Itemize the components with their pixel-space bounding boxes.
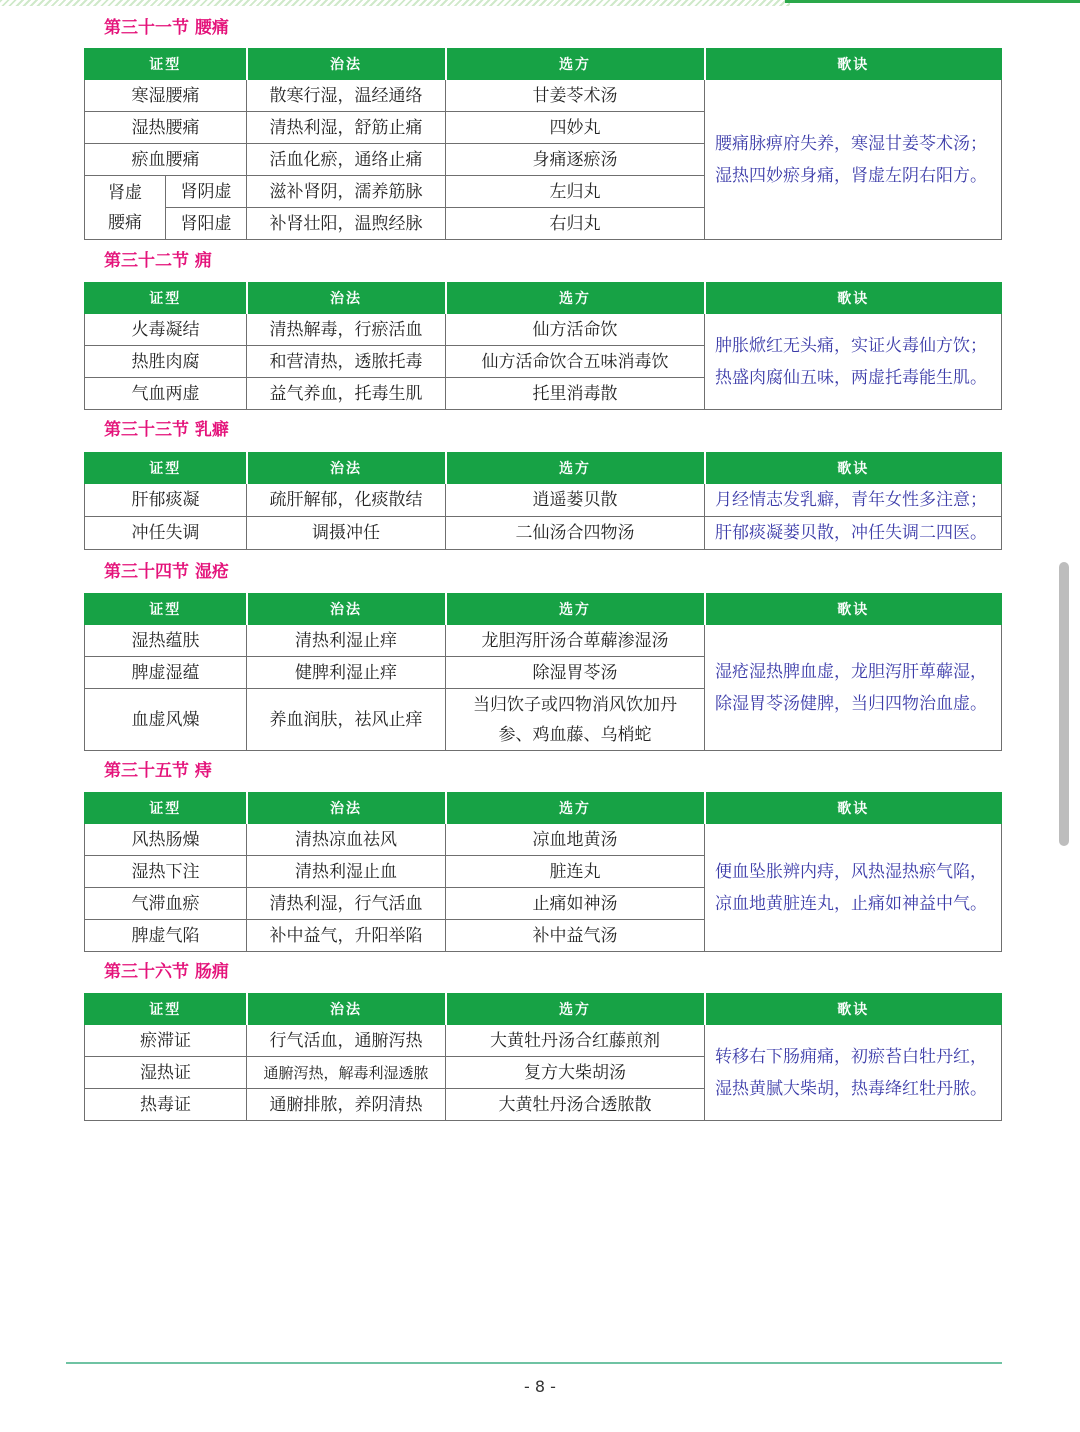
treatment-method: 清热利湿，行气活血 bbox=[247, 888, 446, 920]
treatment-method: 疏肝解郁，化痰散结 bbox=[247, 484, 446, 517]
table-header-row bbox=[85, 453, 1002, 484]
section-title: 第三十一节 腰痛 bbox=[104, 18, 229, 38]
formula-line: 参、鸡血藤、乌梢蛇 bbox=[498, 724, 652, 745]
syndrome-type: 脾虚气陷 bbox=[85, 920, 247, 952]
syndrome-type: 冲任失调 bbox=[85, 517, 247, 550]
treatment-method: 行气活血，通腑泻热 bbox=[247, 1025, 446, 1057]
treatment-method: 清热利湿止血 bbox=[247, 856, 446, 888]
rhyme-line: 腰痛脉痹府失养，寒湿甘姜苓术汤； bbox=[715, 133, 987, 154]
treatment-method: 和营清热，透脓托毒 bbox=[247, 346, 446, 378]
section-table bbox=[84, 48, 1002, 240]
table-row bbox=[85, 314, 1002, 346]
treatment-method: 补肾壮阳，温煦经脉 bbox=[247, 208, 446, 240]
formula: 二仙汤合四物汤 bbox=[446, 517, 705, 550]
treatment-method: 通腑泻热，解毒利湿透脓 bbox=[247, 1057, 446, 1089]
rhyme-line: 肿胀焮红无头痛，实证火毒仙方饮； bbox=[715, 335, 987, 356]
formula: 补中益气汤 bbox=[446, 920, 705, 952]
header-rhyme: 歌诀 bbox=[705, 49, 1002, 80]
section-title: 第三十四节 湿疮 bbox=[104, 562, 229, 582]
table-row bbox=[85, 625, 1002, 657]
scrollbar-thumb[interactable] bbox=[1059, 562, 1069, 846]
treatment-method: 清热解毒，行瘀活血 bbox=[247, 314, 446, 346]
header-rhyme: 歌诀 bbox=[705, 994, 1002, 1025]
formula: 甘姜苓术汤 bbox=[446, 80, 705, 112]
header-type: 证型 bbox=[85, 994, 247, 1025]
top-green-bar bbox=[785, 0, 1080, 3]
formula: 复方大柴胡汤 bbox=[446, 1057, 705, 1089]
rhyme-line: 湿疮湿热脾血虚，龙胆泻肝萆薢湿， bbox=[715, 661, 987, 682]
header-formula: 选方 bbox=[446, 283, 705, 314]
formula: 大黄牡丹汤合红藤煎剂 bbox=[446, 1025, 705, 1057]
formula: 右归丸 bbox=[446, 208, 705, 240]
rhyme-line-cell: 月经情志发乳癖，青年女性多注意； bbox=[705, 484, 1002, 517]
header-method: 治法 bbox=[247, 594, 446, 625]
syndrome-type: 湿热证 bbox=[85, 1057, 247, 1089]
top-decorative-stripe bbox=[0, 0, 790, 6]
header-formula: 选方 bbox=[446, 594, 705, 625]
treatment-method: 调摄冲任 bbox=[247, 517, 446, 550]
header-rhyme: 歌诀 bbox=[705, 594, 1002, 625]
formula: 除湿胃苓汤 bbox=[446, 657, 705, 689]
table-header-row bbox=[85, 49, 1002, 80]
treatment-method: 通腑排脓，养阴清热 bbox=[247, 1089, 446, 1121]
rhyme-cell bbox=[705, 314, 1002, 410]
section-table bbox=[84, 452, 1002, 550]
formula: 仙方活命饮 bbox=[446, 314, 705, 346]
treatment-method: 补中益气，升阳举陷 bbox=[247, 920, 446, 952]
rhyme-line: 便血坠胀辨内痔，风热湿热瘀气陷， bbox=[715, 861, 987, 882]
syndrome-type: 热胜肉腐 bbox=[85, 346, 247, 378]
syndrome-type: 火毒凝结 bbox=[85, 314, 247, 346]
rhyme-cell bbox=[705, 1025, 1002, 1121]
kidney-group-cell bbox=[85, 176, 166, 240]
group-line: 腰痛 bbox=[108, 212, 142, 233]
formula: 龙胆泻肝汤合萆薢渗湿汤 bbox=[446, 625, 705, 657]
rhyme-line-cell: 肝郁痰凝蒌贝散，冲任失调二四医。 bbox=[705, 517, 1002, 550]
header-formula: 选方 bbox=[446, 994, 705, 1025]
section-title: 第三十二节 痈 bbox=[104, 251, 212, 271]
rhyme-line: 热盛肉腐仙五味，两虚托毒能生肌。 bbox=[715, 367, 987, 388]
syndrome-type: 寒湿腰痛 bbox=[85, 80, 247, 112]
header-method: 治法 bbox=[247, 49, 446, 80]
formula: 脏连丸 bbox=[446, 856, 705, 888]
formula: 身痛逐瘀汤 bbox=[446, 144, 705, 176]
page-number: - 8 - bbox=[524, 1377, 556, 1396]
footer-divider bbox=[66, 1362, 1002, 1364]
syndrome-type: 脾虚湿蕴 bbox=[85, 657, 247, 689]
header-formula: 选方 bbox=[446, 453, 705, 484]
section-table bbox=[84, 993, 1002, 1121]
header-rhyme: 歌诀 bbox=[705, 283, 1002, 314]
syndrome-type: 瘀血腰痛 bbox=[85, 144, 247, 176]
table-row bbox=[85, 80, 1002, 112]
header-type: 证型 bbox=[85, 793, 247, 824]
syndrome-type: 湿热蕴肤 bbox=[85, 625, 247, 657]
treatment-method: 益气养血，托毒生肌 bbox=[247, 378, 446, 410]
header-method: 治法 bbox=[247, 283, 446, 314]
syndrome-type: 肝郁痰凝 bbox=[85, 484, 247, 517]
formula bbox=[446, 689, 705, 751]
section-title: 第三十六节 肠痈 bbox=[104, 962, 229, 982]
syndrome-type: 气血两虚 bbox=[85, 378, 247, 410]
rhyme-cell bbox=[705, 824, 1002, 952]
formula: 止痛如神汤 bbox=[446, 888, 705, 920]
formula-line: 当归饮子或四物消风饮加丹 bbox=[473, 694, 677, 715]
table-header-row bbox=[85, 793, 1002, 824]
rhyme-line: 湿热四妙瘀身痛，肾虚左阴右阳方。 bbox=[715, 165, 987, 186]
syndrome-type: 血虚风燥 bbox=[85, 689, 247, 751]
treatment-method: 清热凉血祛风 bbox=[247, 824, 446, 856]
rhyme-line: 湿热黄腻大柴胡，热毒绛红牡丹脓。 bbox=[715, 1078, 987, 1099]
table-header-row bbox=[85, 594, 1002, 625]
header-method: 治法 bbox=[247, 453, 446, 484]
syndrome-type: 风热肠燥 bbox=[85, 824, 247, 856]
treatment-method: 健脾利湿止痒 bbox=[247, 657, 446, 689]
syndrome-type: 湿热腰痛 bbox=[85, 112, 247, 144]
treatment-method: 散寒行湿，温经通络 bbox=[247, 80, 446, 112]
header-type: 证型 bbox=[85, 594, 247, 625]
header-rhyme: 歌诀 bbox=[705, 453, 1002, 484]
table-row bbox=[85, 1025, 1002, 1057]
treatment-method: 滋补肾阴，濡养筋脉 bbox=[247, 176, 446, 208]
treatment-method: 活血化瘀，通络止痛 bbox=[247, 144, 446, 176]
formula: 四妙丸 bbox=[446, 112, 705, 144]
formula: 逍遥蒌贝散 bbox=[446, 484, 705, 517]
header-rhyme: 歌诀 bbox=[705, 793, 1002, 824]
rhyme-cell bbox=[705, 80, 1002, 240]
formula: 凉血地黄汤 bbox=[446, 824, 705, 856]
syndrome-type: 气滞血瘀 bbox=[85, 888, 247, 920]
section-table bbox=[84, 593, 1002, 751]
section-table bbox=[84, 792, 1002, 952]
formula: 托里消毒散 bbox=[446, 378, 705, 410]
syndrome-type: 肾阴虚 bbox=[166, 176, 247, 208]
formula: 大黄牡丹汤合透脓散 bbox=[446, 1089, 705, 1121]
header-type: 证型 bbox=[85, 283, 247, 314]
rhyme-line: 除湿胃苓汤健脾，当归四物治血虚。 bbox=[715, 693, 987, 714]
group-line: 肾虚 bbox=[108, 182, 142, 203]
syndrome-type: 肾阳虚 bbox=[166, 208, 247, 240]
section-title: 第三十五节 痔 bbox=[104, 761, 212, 781]
table-row bbox=[85, 824, 1002, 856]
header-method: 治法 bbox=[247, 793, 446, 824]
rhyme-line: 转移右下肠痈痛，初瘀苔白牡丹红， bbox=[715, 1046, 987, 1067]
treatment-method: 清热利湿，舒筋止痛 bbox=[247, 112, 446, 144]
treatment-method: 清热利湿止痒 bbox=[247, 625, 446, 657]
table-header-row bbox=[85, 994, 1002, 1025]
header-type: 证型 bbox=[85, 453, 247, 484]
header-type: 证型 bbox=[85, 49, 247, 80]
syndrome-type: 湿热下注 bbox=[85, 856, 247, 888]
syndrome-type: 热毒证 bbox=[85, 1089, 247, 1121]
table-header-row bbox=[85, 283, 1002, 314]
rhyme-cell bbox=[705, 625, 1002, 751]
section-title: 第三十三节 乳癖 bbox=[104, 420, 229, 440]
header-method: 治法 bbox=[247, 994, 446, 1025]
header-formula: 选方 bbox=[446, 793, 705, 824]
treatment-method: 养血润肤，祛风止痒 bbox=[247, 689, 446, 751]
section-table bbox=[84, 282, 1002, 410]
header-formula: 选方 bbox=[446, 49, 705, 80]
formula: 仙方活命饮合五味消毒饮 bbox=[446, 346, 705, 378]
table-row bbox=[85, 517, 1002, 550]
formula: 左归丸 bbox=[446, 176, 705, 208]
rhyme-line: 凉血地黄脏连丸，止痛如神益中气。 bbox=[715, 893, 987, 914]
syndrome-type: 瘀滞证 bbox=[85, 1025, 247, 1057]
table-row bbox=[85, 484, 1002, 517]
